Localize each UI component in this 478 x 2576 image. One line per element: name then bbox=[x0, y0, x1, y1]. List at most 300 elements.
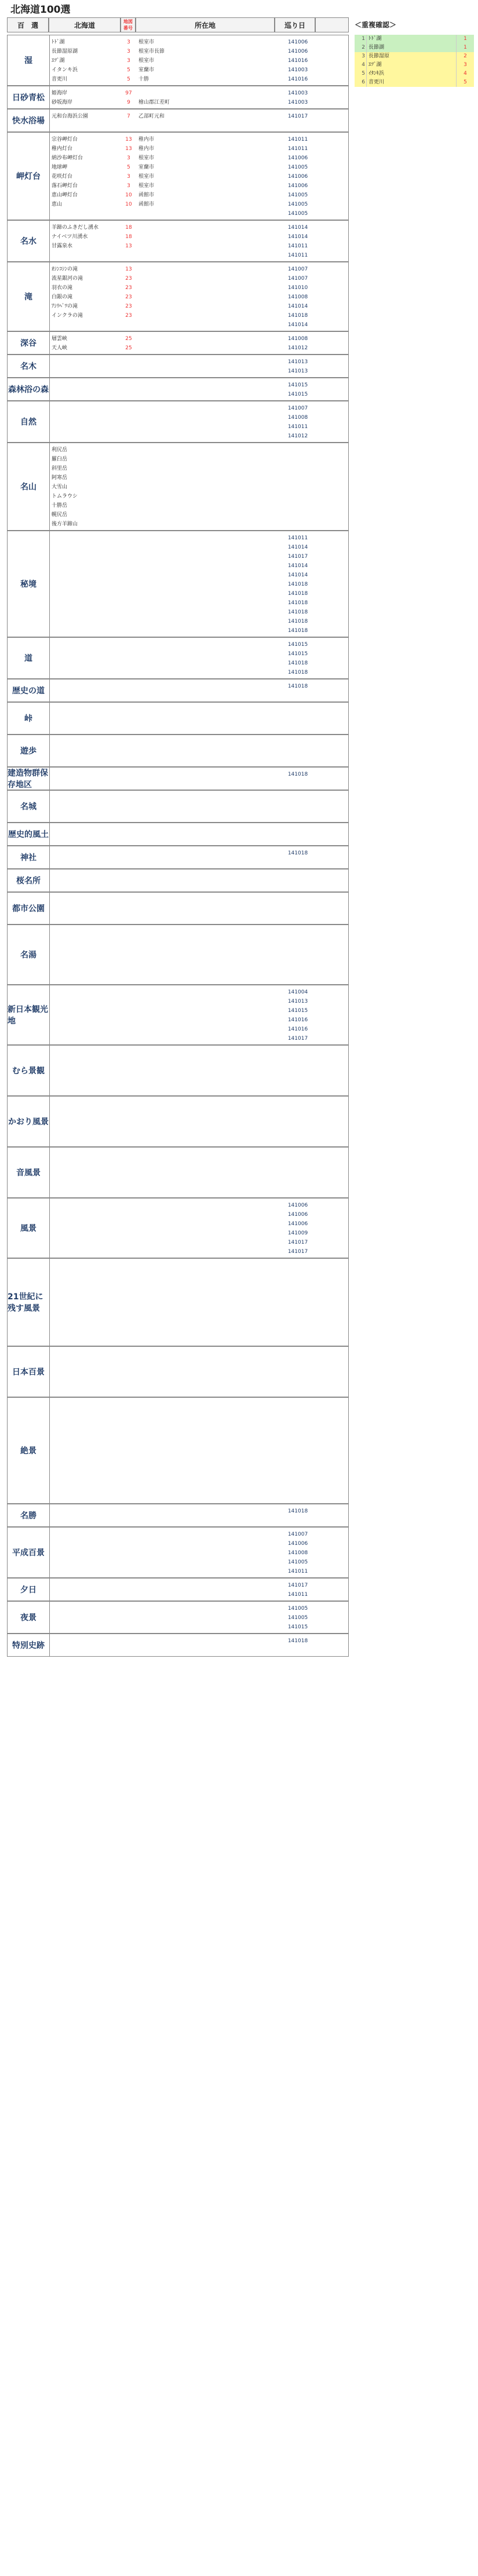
map-number bbox=[121, 1623, 136, 1632]
table-row bbox=[49, 223, 348, 232]
map-number bbox=[121, 357, 136, 367]
section bbox=[7, 1045, 349, 1096]
location bbox=[136, 617, 278, 626]
visit-date: 141018 bbox=[287, 684, 308, 689]
map-number bbox=[121, 1377, 136, 1386]
table-row bbox=[49, 445, 348, 455]
map-number bbox=[121, 1368, 136, 1377]
section-category: 夕日 bbox=[8, 1579, 50, 1601]
table-row bbox=[49, 659, 348, 668]
location bbox=[136, 1368, 278, 1377]
section bbox=[7, 925, 349, 985]
table-row bbox=[49, 1335, 348, 1344]
place-name bbox=[49, 432, 121, 441]
place-name bbox=[49, 209, 121, 218]
location bbox=[136, 997, 278, 1006]
map-number bbox=[121, 413, 136, 422]
location bbox=[136, 1636, 278, 1646]
place-name bbox=[49, 552, 121, 561]
section bbox=[7, 1258, 349, 1346]
map-number bbox=[121, 1307, 136, 1317]
section-category: 神社 bbox=[8, 846, 50, 868]
place-name bbox=[49, 404, 121, 413]
table-row bbox=[49, 163, 348, 172]
place-name: 砂坂海岸 bbox=[52, 100, 73, 105]
map-number: 5 bbox=[127, 76, 130, 82]
location bbox=[136, 1428, 278, 1437]
table-row bbox=[49, 344, 348, 353]
section-body bbox=[49, 221, 348, 261]
table-row bbox=[49, 835, 348, 844]
map-number: 3 bbox=[127, 174, 130, 180]
location bbox=[136, 1006, 278, 1015]
location: 根室市 bbox=[138, 183, 155, 189]
section bbox=[7, 355, 349, 378]
map-number bbox=[121, 1099, 136, 1108]
section bbox=[7, 220, 349, 262]
visit-date: 141006 bbox=[287, 1203, 308, 1208]
table-row bbox=[49, 617, 348, 626]
map-number bbox=[121, 825, 136, 835]
map-number bbox=[121, 1006, 136, 1015]
location bbox=[136, 1247, 278, 1256]
location bbox=[136, 1548, 278, 1558]
table-row bbox=[49, 1159, 348, 1168]
table-row bbox=[49, 1428, 348, 1437]
place-name: 利尻岳 bbox=[52, 447, 68, 453]
visit-date bbox=[278, 1456, 318, 1465]
location bbox=[136, 812, 278, 821]
location bbox=[136, 1507, 278, 1516]
place-name bbox=[49, 1006, 121, 1015]
location bbox=[136, 1280, 278, 1289]
location bbox=[136, 1187, 278, 1196]
place-name: 幌尻岳 bbox=[52, 512, 68, 518]
map-number bbox=[121, 626, 136, 635]
visit-date: 141010 bbox=[287, 285, 308, 291]
location bbox=[136, 946, 278, 955]
visit-date bbox=[278, 1386, 318, 1395]
section-category: 絶景 bbox=[8, 1398, 50, 1503]
place-name bbox=[49, 1358, 121, 1368]
section-body bbox=[49, 703, 348, 734]
place-name bbox=[49, 1386, 121, 1395]
map-number bbox=[121, 598, 136, 608]
location bbox=[136, 293, 278, 302]
section-body bbox=[49, 768, 348, 790]
table-row bbox=[49, 640, 348, 649]
location bbox=[136, 1613, 278, 1623]
visit-date bbox=[278, 724, 318, 733]
place-name bbox=[49, 390, 121, 399]
map-number bbox=[121, 1085, 136, 1094]
map-number: 23 bbox=[125, 313, 132, 319]
place-name bbox=[49, 1437, 121, 1446]
map-number bbox=[121, 580, 136, 589]
location bbox=[136, 464, 278, 473]
place-name bbox=[49, 571, 121, 580]
section bbox=[7, 1147, 349, 1198]
location bbox=[136, 1127, 278, 1136]
visit-date bbox=[278, 1280, 318, 1289]
location bbox=[136, 649, 278, 659]
table-row bbox=[49, 1474, 348, 1484]
visit-date: 141005 bbox=[287, 211, 308, 217]
section-body bbox=[49, 1528, 348, 1577]
table-row bbox=[49, 1127, 348, 1136]
visit-date bbox=[278, 914, 318, 923]
visit-date: 141005 bbox=[287, 1606, 308, 1612]
visit-date: 141013 bbox=[287, 359, 308, 365]
map-number bbox=[121, 1358, 136, 1368]
visit-date: 141011 bbox=[287, 146, 308, 152]
duplicate-check-row bbox=[355, 70, 474, 78]
place-name: 斜里岳 bbox=[52, 466, 68, 472]
place-name bbox=[49, 1484, 121, 1493]
table-row bbox=[49, 770, 348, 779]
location: 室蘭市 bbox=[138, 67, 155, 73]
section-body bbox=[49, 109, 348, 131]
place-name: 大雪山 bbox=[52, 484, 68, 490]
location bbox=[136, 1261, 278, 1270]
visit-date: 141015 bbox=[287, 1008, 308, 1014]
map-number bbox=[121, 1136, 136, 1145]
location: 乙部町元和 bbox=[138, 114, 165, 119]
visit-date bbox=[278, 802, 318, 812]
location bbox=[136, 265, 278, 274]
visit-date bbox=[278, 895, 318, 904]
table-row bbox=[49, 1446, 348, 1456]
section bbox=[7, 132, 349, 220]
table-row bbox=[49, 1493, 348, 1502]
location bbox=[136, 835, 278, 844]
table-row bbox=[49, 413, 348, 422]
map-number bbox=[121, 209, 136, 218]
section-body bbox=[49, 893, 348, 924]
visit-date: 141015 bbox=[287, 382, 308, 388]
table-row bbox=[49, 154, 348, 163]
visit-date bbox=[278, 1400, 318, 1409]
location bbox=[136, 1335, 278, 1344]
map-number bbox=[121, 1168, 136, 1178]
check-name: 音更川 bbox=[366, 78, 456, 87]
visit-date: 141005 bbox=[287, 165, 308, 170]
location bbox=[136, 1057, 278, 1066]
table-row bbox=[49, 849, 348, 858]
map-number bbox=[121, 1057, 136, 1066]
visit-date bbox=[278, 483, 318, 492]
place-name bbox=[49, 1289, 121, 1298]
map-number bbox=[121, 381, 136, 390]
place-name bbox=[49, 937, 121, 946]
table-row bbox=[49, 1437, 348, 1446]
map-number bbox=[121, 1456, 136, 1465]
visit-date bbox=[278, 1048, 318, 1057]
table-row bbox=[49, 626, 348, 635]
table-row bbox=[49, 367, 348, 376]
visit-date bbox=[278, 510, 318, 520]
place-name bbox=[49, 770, 121, 779]
location bbox=[136, 1590, 278, 1599]
place-name bbox=[49, 1507, 121, 1516]
place-name: インクラの滝 bbox=[52, 313, 83, 319]
visit-date bbox=[278, 1108, 318, 1117]
place-name bbox=[49, 1493, 121, 1502]
table-row bbox=[49, 1201, 348, 1210]
location: 檜山郡江差町 bbox=[138, 100, 170, 105]
visit-date: 141006 bbox=[287, 1541, 308, 1547]
visit-date: 141018 bbox=[287, 600, 308, 606]
map-number bbox=[121, 571, 136, 580]
section bbox=[7, 869, 349, 892]
row-index: 4 bbox=[362, 62, 365, 68]
check-name: ｲﾀﾝｷ浜 bbox=[366, 70, 456, 78]
section-category: 平成百景 bbox=[8, 1528, 50, 1577]
place-name bbox=[49, 955, 121, 964]
place-name bbox=[49, 1201, 121, 1210]
location: 室蘭市 bbox=[138, 165, 155, 170]
header-hokkaido: 北海道 bbox=[49, 17, 121, 32]
map-number: 13 bbox=[125, 266, 132, 272]
row-index: 6 bbox=[362, 79, 365, 85]
table-row bbox=[49, 589, 348, 598]
table-row bbox=[49, 464, 348, 473]
place-name: ナイベツ川湧水 bbox=[52, 234, 88, 240]
table-row bbox=[49, 251, 348, 260]
map-number bbox=[121, 1581, 136, 1590]
table-row bbox=[49, 1409, 348, 1419]
visit-date: 141013 bbox=[287, 999, 308, 1004]
table-row bbox=[49, 1548, 348, 1558]
section bbox=[7, 1634, 349, 1657]
map-number bbox=[121, 1484, 136, 1493]
section bbox=[7, 790, 349, 823]
location bbox=[136, 626, 278, 635]
table-row bbox=[49, 112, 348, 121]
location bbox=[136, 1229, 278, 1238]
section-category: 特別史跡 bbox=[8, 1634, 50, 1656]
table-row bbox=[49, 242, 348, 251]
location bbox=[136, 802, 278, 812]
location bbox=[136, 1066, 278, 1076]
location: 十勝 bbox=[138, 76, 149, 82]
table-row bbox=[49, 1210, 348, 1219]
map-number bbox=[121, 1117, 136, 1127]
section-body bbox=[49, 355, 348, 377]
table-row bbox=[49, 988, 348, 997]
place-name bbox=[49, 793, 121, 802]
visit-date: 141011 bbox=[287, 1592, 308, 1598]
place-name: ｴﾂﾞ湖 bbox=[52, 58, 65, 64]
visit-date: 141015 bbox=[287, 1624, 308, 1630]
visit-date bbox=[278, 1117, 318, 1127]
location bbox=[136, 274, 278, 283]
visit-date: 141013 bbox=[287, 368, 308, 374]
place-name: 天人峡 bbox=[52, 345, 68, 351]
table-row bbox=[49, 483, 348, 492]
section-body bbox=[49, 791, 348, 822]
visit-date bbox=[278, 1335, 318, 1344]
place-name: 宗谷岬灯台 bbox=[52, 137, 78, 142]
section-body bbox=[49, 925, 348, 984]
place-name bbox=[49, 1099, 121, 1108]
location bbox=[136, 89, 278, 98]
map-number bbox=[121, 895, 136, 904]
map-number: 25 bbox=[125, 336, 132, 342]
table-row bbox=[49, 705, 348, 714]
place-name bbox=[49, 1335, 121, 1344]
section bbox=[7, 262, 349, 331]
location bbox=[136, 334, 278, 344]
table-row bbox=[49, 1326, 348, 1335]
place-name bbox=[49, 914, 121, 923]
table-row bbox=[49, 552, 348, 561]
visit-date bbox=[278, 904, 318, 914]
location bbox=[136, 1289, 278, 1298]
location bbox=[136, 1117, 278, 1127]
map-number bbox=[121, 997, 136, 1006]
table-row bbox=[49, 135, 348, 144]
visit-date: 141011 bbox=[287, 253, 308, 258]
map-number bbox=[121, 367, 136, 376]
table-row bbox=[49, 812, 348, 821]
check-number: 2 bbox=[456, 52, 474, 61]
visit-date bbox=[278, 881, 318, 890]
place-name bbox=[49, 1247, 121, 1256]
map-number bbox=[121, 872, 136, 881]
visit-date: 141018 bbox=[287, 628, 308, 634]
place-name bbox=[49, 1076, 121, 1085]
visit-date bbox=[278, 1409, 318, 1419]
table-row bbox=[49, 1015, 348, 1025]
place-name bbox=[49, 974, 121, 983]
map-number bbox=[121, 793, 136, 802]
place-name: 恵山岬灯台 bbox=[52, 192, 78, 198]
location bbox=[136, 659, 278, 668]
row-index: 5 bbox=[362, 71, 365, 76]
location bbox=[136, 825, 278, 835]
map-number bbox=[121, 1349, 136, 1358]
map-number: 97 bbox=[125, 90, 132, 96]
location bbox=[136, 1317, 278, 1326]
place-name: 白銀の滝 bbox=[52, 294, 73, 300]
place-name: 稚内灯台 bbox=[52, 146, 73, 152]
visit-date: 141016 bbox=[287, 58, 308, 64]
section bbox=[7, 378, 349, 401]
map-number bbox=[121, 737, 136, 747]
location bbox=[136, 705, 278, 714]
map-number bbox=[121, 904, 136, 914]
map-number bbox=[121, 1229, 136, 1238]
table-row bbox=[49, 1006, 348, 1015]
location: 稚内市 bbox=[138, 137, 155, 142]
table-row bbox=[49, 1066, 348, 1076]
section bbox=[7, 109, 349, 132]
map-number bbox=[121, 881, 136, 890]
table-row bbox=[49, 334, 348, 344]
section bbox=[7, 637, 349, 679]
visit-date bbox=[278, 1465, 318, 1474]
table-row bbox=[49, 172, 348, 181]
map-number bbox=[121, 1604, 136, 1613]
place-name: 姫海岸 bbox=[52, 90, 68, 96]
table-row bbox=[49, 1076, 348, 1085]
visit-date: 141004 bbox=[287, 989, 308, 995]
location bbox=[136, 927, 278, 937]
place-name bbox=[49, 802, 121, 812]
visit-date: 141011 bbox=[287, 424, 308, 430]
location bbox=[136, 432, 278, 441]
visit-date: 141006 bbox=[287, 49, 308, 54]
visit-date: 141014 bbox=[287, 234, 308, 240]
table-row bbox=[49, 1229, 348, 1238]
location bbox=[136, 737, 278, 747]
header-spacer bbox=[315, 17, 349, 32]
section-body bbox=[49, 1579, 348, 1601]
visit-date bbox=[278, 1446, 318, 1456]
map-number bbox=[121, 1409, 136, 1419]
location bbox=[136, 1419, 278, 1428]
section-body bbox=[49, 401, 348, 442]
location bbox=[136, 520, 278, 529]
visit-date: 141018 bbox=[287, 582, 308, 587]
visit-date: 141017 bbox=[287, 554, 308, 560]
location: 函館市 bbox=[138, 192, 155, 198]
section-body bbox=[49, 133, 348, 220]
map-number bbox=[121, 1238, 136, 1247]
section bbox=[7, 35, 349, 86]
table-row bbox=[49, 1368, 348, 1377]
place-name bbox=[49, 1025, 121, 1034]
table-row bbox=[49, 510, 348, 520]
place-name bbox=[49, 988, 121, 997]
map-number: 13 bbox=[125, 146, 132, 152]
table-row bbox=[49, 997, 348, 1006]
visit-date bbox=[278, 835, 318, 844]
map-number bbox=[121, 974, 136, 983]
visit-date: 141018 bbox=[287, 619, 308, 624]
location bbox=[136, 501, 278, 510]
map-number bbox=[121, 1210, 136, 1219]
place-name bbox=[49, 1136, 121, 1145]
place-name bbox=[49, 1150, 121, 1159]
section-body bbox=[49, 443, 348, 530]
location bbox=[136, 404, 278, 413]
table-row bbox=[49, 1136, 348, 1145]
section-body bbox=[49, 1398, 348, 1503]
visit-date: 141017 bbox=[287, 1249, 308, 1255]
place-name: 層雲峡 bbox=[52, 336, 68, 342]
place-name bbox=[49, 1057, 121, 1066]
table-row bbox=[49, 1117, 348, 1127]
map-number bbox=[121, 1289, 136, 1298]
section-category: 名湯 bbox=[8, 925, 50, 984]
visit-date: 141014 bbox=[287, 563, 308, 569]
place-name bbox=[49, 413, 121, 422]
section-category: 名城 bbox=[8, 791, 50, 822]
table-row bbox=[49, 38, 348, 47]
table-row bbox=[49, 1307, 348, 1317]
place-name bbox=[49, 1317, 121, 1326]
visit-date bbox=[278, 1150, 318, 1159]
place-name bbox=[49, 1085, 121, 1094]
visit-date bbox=[278, 1428, 318, 1437]
section bbox=[7, 1397, 349, 1504]
table-row bbox=[49, 1590, 348, 1599]
place-name bbox=[49, 881, 121, 890]
section bbox=[7, 531, 349, 637]
visit-date bbox=[278, 1326, 318, 1335]
